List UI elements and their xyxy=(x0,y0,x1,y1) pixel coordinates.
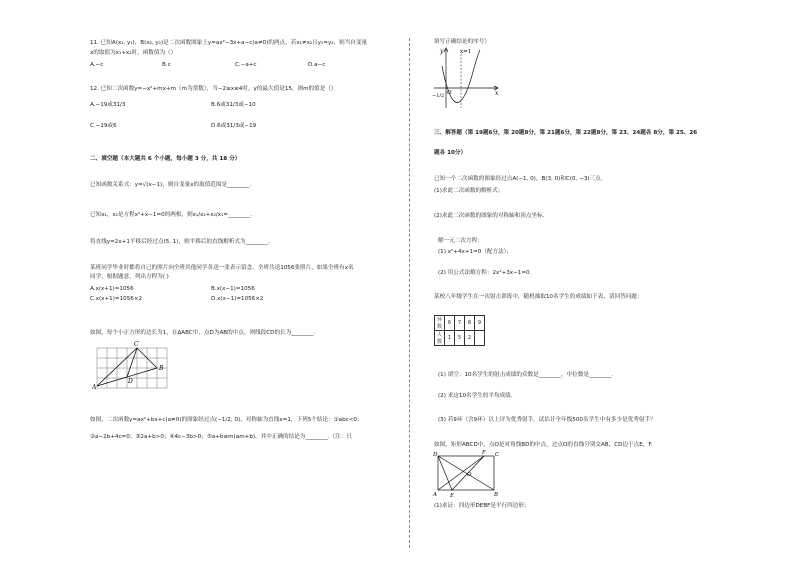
q19-part2: (2)求此二次函数的图象的对称轴和顶点坐标. xyxy=(434,213,545,219)
q16-line1: 某班同学毕业时都将自己的照片向全班其他同学各送一张表示留念，全班共送1056张照片，如果全班有x名 xyxy=(90,265,354,271)
q21-stem: 某校八年级学生在一次射击训练中，随机抽取10名学生的成绩如下表，请回答问题： xyxy=(434,294,643,300)
q11-option-c: C.−a+c xyxy=(235,62,257,68)
table-cell: 1 xyxy=(445,331,455,346)
score-table xyxy=(434,315,485,346)
q12-option-b: B.6或31/3或−10 xyxy=(211,102,256,108)
label-f: F xyxy=(482,450,486,456)
label-a: A xyxy=(433,492,437,498)
table-header-count: 人数 xyxy=(435,331,445,346)
q20-stem: 解一元二次方程： xyxy=(438,238,483,244)
label-c: C xyxy=(495,452,500,458)
section-3-heading: 三、解答题（第 19题6分，第 20题8分，第 21题6分，第 22题8分，第 23、24题各 8分，第 25、26 xyxy=(434,130,698,136)
label-b: B xyxy=(159,365,164,372)
q12-option-c: C.−19或6 xyxy=(90,123,117,129)
table-cell: 7 xyxy=(455,316,465,331)
q11-option-a: A.−c xyxy=(90,62,104,68)
q11-line1: 11. 已知A(x₁, y₁)，B(x₂, y₂)是二次函数图象上y=ax²−3x+a−c(a≠0)的两点，若x₁≠x₂且y₁=y₂，则当自变量 xyxy=(90,40,368,46)
q18-line1: 如图，二次函数y=ax²+bx+c(a≠0)的图象经过点(−1/2, 0)，对称轴为直线x=1，下列5个结论：①abc<0； xyxy=(90,417,363,423)
q16-option-a: A.x(x+1)=1056 xyxy=(90,286,134,292)
section-2-heading: 二、填空题（本大题共 6 个小题，每小题 3 分，共 18 分） xyxy=(90,156,241,162)
label-b: B xyxy=(494,492,499,498)
q14-stem: 已知x₁，x₂是方程x²+x−1=0的两根，则x₁/x₂+x₂/x₁=________. xyxy=(90,212,253,218)
q12-stem: 12. 已知二次函数y=−x²+mx+m（m为常数），当−2≤x≤4时，y的最大值是15，则m的值是（） xyxy=(90,86,337,92)
q15-stem: 将直线y=2x+1平移后经过点(5, 1)，则平移后的直线解析式为________. xyxy=(90,239,270,245)
table-cell: 2 xyxy=(465,331,475,346)
q19-part1: (1)求此二次函数的解析式； xyxy=(434,188,504,194)
q12-option-d: D.6或31/3或−19 xyxy=(211,123,257,129)
q13-stem: 已知函数关系式：y=√(x−1)，则自变量x的取值范围是________. xyxy=(90,182,252,188)
table-header-score: 环数 xyxy=(435,316,445,331)
q19-stem: 已知一个二次函数的图象经过点A(−1, 0)，B(3, 0)和C(0, −3)三点. xyxy=(434,176,603,182)
symmetry-axis-label: x=1 xyxy=(460,49,472,55)
label-d: D xyxy=(128,378,133,385)
table-cell: 5 xyxy=(455,331,465,346)
grid-triangle-figure xyxy=(92,340,176,390)
column-divider xyxy=(409,38,410,548)
q12-option-a: A.−19或31/3 xyxy=(90,102,126,108)
q16-option-c: C.x(x+1)=1056×2 xyxy=(90,296,143,302)
label-e: E xyxy=(450,493,455,499)
q20-part1: (1) x²+4x+1=0（配方法）； xyxy=(438,249,513,255)
q21-part2: (2) 求这10名学生的平均成绩. xyxy=(438,393,513,399)
q17-stem: 如图，每个小正方形的边长为1，在ΔABC中，点D为AB的中点，则线段CD的长为________. xyxy=(90,330,316,336)
axis-y-label: y xyxy=(440,48,444,55)
origin-label: O xyxy=(447,90,452,96)
axis-x-label: x xyxy=(495,90,499,97)
q11-option-b: B.c xyxy=(162,62,171,68)
q22-part1: (1)求证：四边形DEBF是平行四边形； xyxy=(434,503,530,509)
table-cell xyxy=(475,331,485,346)
q18-line2: ②a−2b+4c=0；③2a+b>0；④4c−3b>0；⑤a+b≤m(am+b)，其中正确的结论为________.（注：只 xyxy=(90,434,352,440)
q20-part2: (2) 用公式法解方程：2x²+3x−1=0. xyxy=(438,270,532,276)
table-cell: 6 xyxy=(445,316,455,331)
q16-line2: 同学，根据题意，列出方程为( ) xyxy=(90,274,169,280)
parabola-graph xyxy=(432,46,502,110)
label-c: C xyxy=(134,341,139,348)
q11-line2: x的取值为x₁+x₂时，函数值为（） xyxy=(90,50,177,56)
q18-line3: 填写正确结论的序号） xyxy=(434,39,490,45)
q11-option-d: D.a−c xyxy=(308,62,326,68)
q16-option-d: D.x(x−1)=1056×2 xyxy=(211,296,264,302)
q21-part3: (3) 若9环（含9环）以上评为优秀射手，试估计全年级500名学生中有多少是优秀射手？ xyxy=(438,417,656,423)
q22-stem: 如图，矩形ABCD中，点O是对角线BD的中点，过点O的直线分别交AB，CD边于点E，F. xyxy=(434,442,653,448)
q16-option-b: B.x(x−1)=1056 xyxy=(211,286,255,292)
section-3-heading-cont: 题各 10分） xyxy=(434,150,467,156)
label-o: O xyxy=(467,472,472,478)
table-cell: 9 xyxy=(475,316,485,331)
label-a: A xyxy=(92,384,97,390)
table-cell: 8 xyxy=(465,316,475,331)
label-d: D xyxy=(433,452,438,458)
root-label: −1/2 xyxy=(432,93,445,99)
q21-part1: (1) 填空：10名学生的射击成绩的众数是________，中位数是________. xyxy=(438,372,614,378)
rectangle-figure xyxy=(432,450,500,500)
